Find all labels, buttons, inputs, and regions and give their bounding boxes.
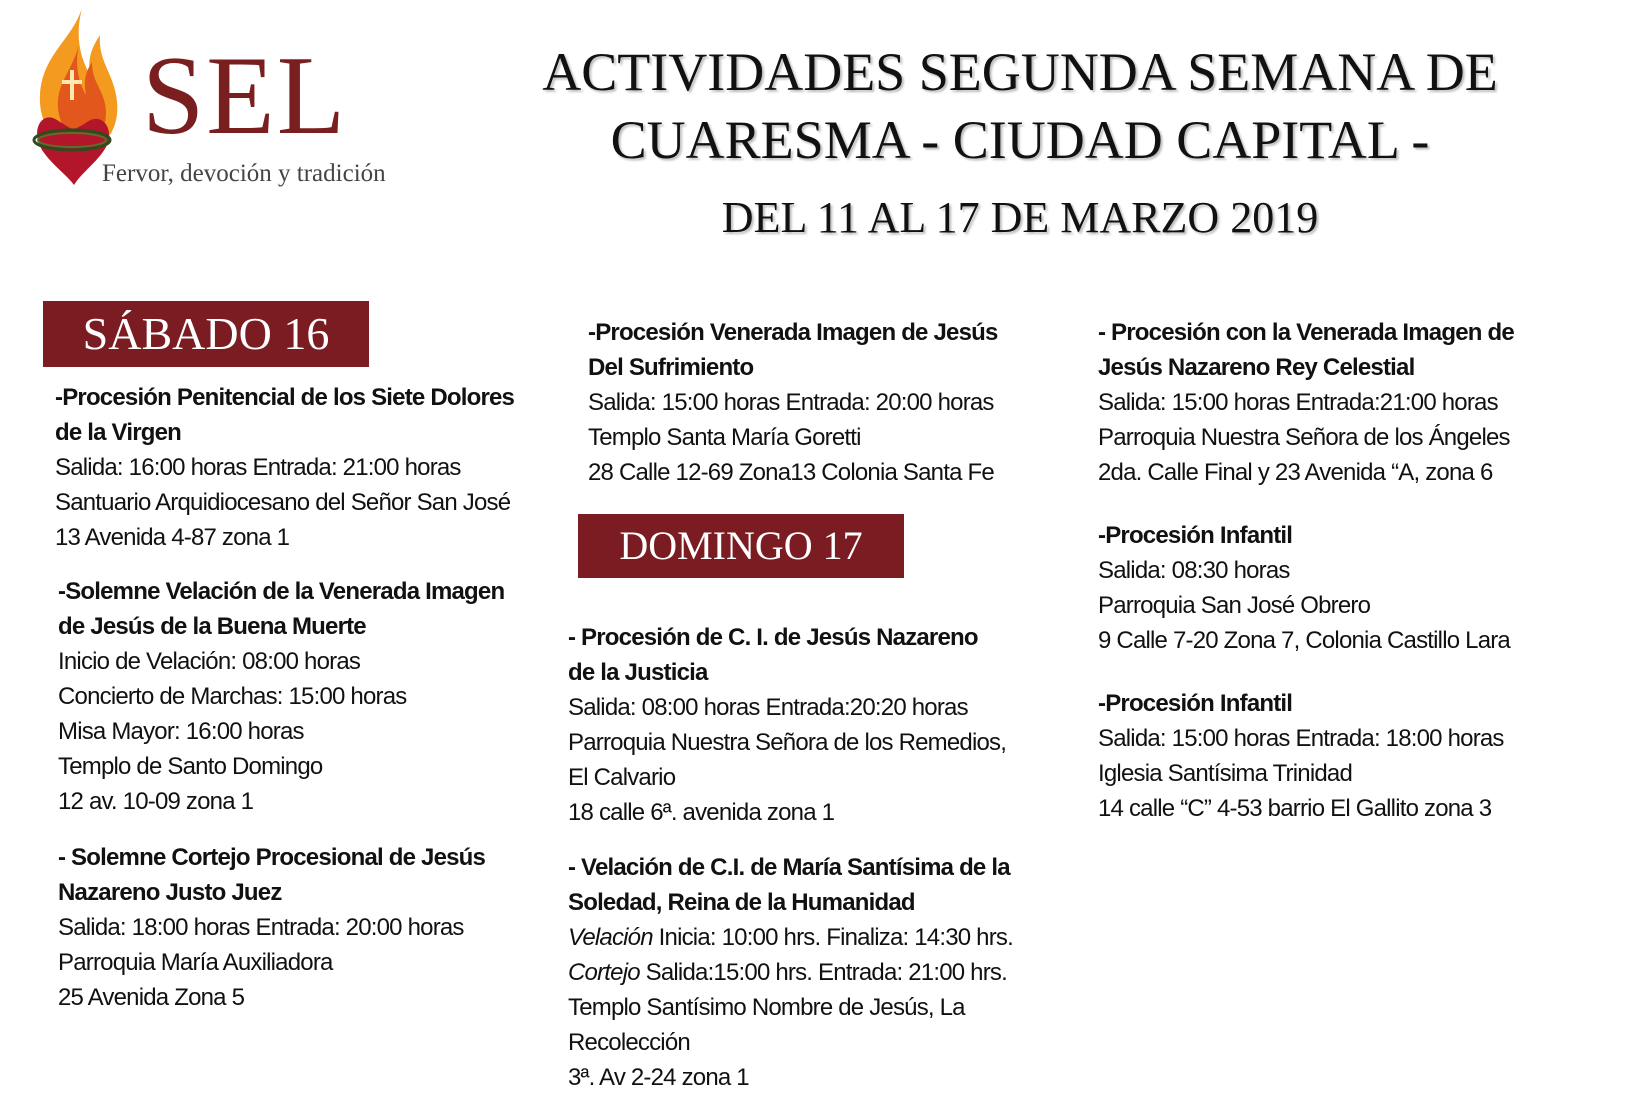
- event-location: Parroquia Nuestra Señora de los Remedios,: [568, 729, 1007, 756]
- event-location: Templo Santa María Goretti: [588, 424, 861, 451]
- event-location: Parroquia María Auxiliadora: [58, 949, 333, 976]
- event-title: - Solemne Cortejo Procesional de Jesús: [58, 844, 486, 871]
- event-times: Salida: 08:30 horas: [1098, 557, 1290, 584]
- event-times: Salida: 16:00 horas Entrada: 21:00 horas: [55, 454, 461, 481]
- event-location: Recolección: [568, 1029, 690, 1056]
- event-title: -Procesión Infantil: [1098, 522, 1293, 549]
- event-label-velacion: Velación: [568, 924, 653, 951]
- event-location: Templo Santísimo Nombre de Jesús, La: [568, 994, 965, 1021]
- event-detail: Misa Mayor: 16:00 horas: [58, 718, 304, 745]
- event-address: 12 av. 10-09 zona 1: [58, 788, 254, 815]
- event-title: Del Sufrimiento: [588, 354, 754, 381]
- event-times: [568, 920, 1013, 955]
- event-title: de la Justicia: [568, 659, 708, 686]
- event-title: Jesús Nazareno Rey Celestial: [1098, 354, 1415, 381]
- logo-tagline: Fervor, devoción y tradición: [102, 160, 386, 187]
- event-title: -Procesión Penitencial de los Siete Dolores: [55, 384, 515, 411]
- event-times: Salida: 15:00 horas Entrada: 20:00 horas: [588, 389, 994, 416]
- event-title: de la Virgen: [55, 419, 182, 446]
- event-title: Nazareno Justo Juez: [58, 879, 282, 906]
- event-address: 18 calle 6ª. avenida zona 1: [568, 799, 835, 826]
- event-times: Salida: 15:00 horas Entrada: 18:00 horas: [1098, 725, 1504, 752]
- event-location: El Calvario: [568, 764, 676, 791]
- event-address: 3ª. Av 2-24 zona 1: [568, 1064, 749, 1091]
- logo: [12, 0, 392, 200]
- event-soledad: [568, 850, 1013, 1095]
- event-detail: Inicio de Velación: 08:00 horas: [58, 648, 361, 675]
- event-justo-juez: [58, 840, 485, 1015]
- event-location: Parroquia Nuestra Señora de los Ángeles: [1098, 424, 1510, 451]
- event-times: [568, 955, 1013, 990]
- day-badge-saturday: SÁBADO 16: [43, 301, 369, 367]
- event-title: -Solemne Velación de la Venerada Imagen: [58, 578, 505, 605]
- event-detail: Concierto de Marchas: 15:00 horas: [58, 683, 407, 710]
- event-rey-celestial: [1098, 315, 1514, 490]
- event-location: Iglesia Santísima Trinidad: [1098, 760, 1353, 787]
- event-address: 2da. Calle Final y 23 Avenida “A, zona 6: [1098, 459, 1493, 486]
- event-address: 25 Avenida Zona 5: [58, 984, 245, 1011]
- date-range: DEL 11 AL 17 DE MARZO 2019: [721, 193, 1319, 242]
- event-title: -Procesión Venerada Imagen de Jesús: [588, 319, 998, 346]
- event-sufrimiento: [588, 315, 998, 490]
- event-infantil-obrero: [1098, 518, 1510, 658]
- event-infantil-trinidad: [1098, 686, 1504, 826]
- event-title: Soledad, Reina de la Humanidad: [568, 889, 915, 916]
- event-location: Parroquia San José Obrero: [1098, 592, 1371, 619]
- event-title: - Velación de C.I. de María Santísima de la: [568, 854, 1010, 881]
- event-times: Salida: 18:00 horas Entrada: 20:00 horas: [58, 914, 464, 941]
- event-buena-muerte: [58, 574, 504, 819]
- event-location: Templo de Santo Domingo: [58, 753, 323, 780]
- logo-brand: SEL: [142, 34, 348, 158]
- event-cortejo-times: Salida:15:00 hrs. Entrada: 21:00 hrs.: [639, 959, 1007, 986]
- event-times: Salida: 15:00 horas Entrada:21:00 horas: [1098, 389, 1498, 416]
- event-times: Salida: 08:00 horas Entrada:20:20 horas: [568, 694, 968, 721]
- event-address: 9 Calle 7-20 Zona 7, Colonia Castillo Lara: [1098, 627, 1510, 654]
- title-line-1: ACTIVIDADES SEGUNDA SEMANA DE: [542, 42, 1498, 102]
- event-title: - Procesión de C. I. de Jesús Nazareno: [568, 624, 978, 651]
- event-location: Santuario Arquidiocesano del Señor San José: [55, 489, 511, 516]
- event-justicia: [568, 620, 1006, 830]
- event-label-cortejo: Cortejo: [568, 959, 640, 986]
- title-line-2: CUARESMA - CIUDAD CAPITAL -: [610, 110, 1430, 170]
- page-title: [470, 38, 1570, 174]
- event-title: - Procesión con la Venerada Imagen de: [1098, 319, 1514, 346]
- event-title: de Jesús de la Buena Muerte: [58, 613, 366, 640]
- day-badge-sunday: DOMINGO 17: [578, 514, 904, 578]
- event-velacion-times: Inicia: 10:00 hrs. Finaliza: 14:30 hrs.: [652, 924, 1013, 951]
- event-address: 14 calle “C” 4-53 barrio El Gallito zona 3: [1098, 795, 1492, 822]
- event-title: -Procesión Infantil: [1098, 690, 1293, 717]
- event-address: 28 Calle 12-69 Zona13 Colonia Santa Fe: [588, 459, 994, 486]
- event-siete-dolores: [55, 380, 514, 555]
- event-address: 13 Avenida 4-87 zona 1: [55, 524, 290, 551]
